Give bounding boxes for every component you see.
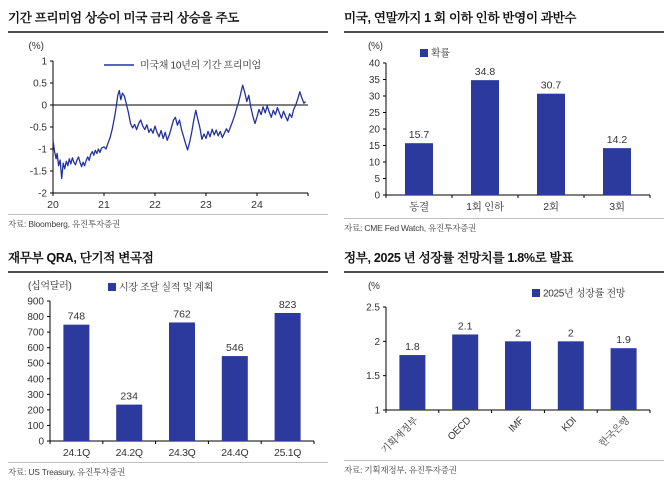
svg-text:0.5: 0.5 [33,78,47,90]
svg-text:2: 2 [567,327,574,340]
svg-text:34.8: 34.8 [474,66,496,79]
svg-text:24.3Q: 24.3Q [168,447,196,459]
svg-text:300: 300 [27,389,44,401]
svg-text:(%): (%) [28,41,44,52]
svg-text:15.7: 15.7 [408,129,430,142]
svg-text:기획재정부: 기획재정부 [379,415,421,457]
svg-text:24.4Q: 24.4Q [221,447,249,459]
svg-text:1: 1 [41,56,47,68]
svg-text:748: 748 [67,310,86,323]
svg-text:700: 700 [27,327,44,339]
svg-text:22: 22 [149,199,161,211]
source-note: 자료: Bloomberg, 유진투자증권 [8,214,328,230]
svg-text:23: 23 [200,199,212,211]
svg-text:25.1Q: 25.1Q [274,447,302,459]
svg-text:-0.5: -0.5 [29,122,47,134]
chart-title: 재무부 QRA, 단기적 변곡점 [8,246,328,273]
svg-text:-1: -1 [38,144,47,156]
svg-text:35: 35 [368,75,380,86]
svg-text:762: 762 [173,308,191,321]
svg-text:800: 800 [27,312,44,324]
svg-text:2: 2 [515,327,521,340]
svg-text:2.1: 2.1 [457,320,473,333]
chart-title: 기간 프리미엄 상승이 미국 금리 상승을 주도 [8,6,328,33]
svg-text:3회: 3회 [609,201,625,213]
svg-text:-2: -2 [38,188,47,200]
svg-text:시장 조달 실적 및 계획: 시장 조달 실적 및 계획 [119,282,214,294]
svg-text:(%): (%) [368,41,383,52]
growth-forecast-bar-chart [344,275,664,459]
svg-text:600: 600 [27,343,44,355]
svg-text:0: 0 [38,436,44,448]
rate-cut-probability-bar-chart [344,35,664,217]
svg-text:-1.5: -1.5 [29,166,47,178]
svg-text:24: 24 [251,199,263,211]
svg-text:동결: 동결 [409,201,429,213]
svg-text:2: 2 [374,336,380,348]
svg-text:확률: 확률 [431,48,450,60]
svg-text:KDI: KDI [559,415,579,435]
svg-text:(%: (% [368,281,380,292]
svg-text:(십억달러): (십억달러) [28,281,72,292]
svg-text:30.7: 30.7 [540,79,562,92]
svg-text:823: 823 [278,298,297,311]
svg-text:1: 1 [374,405,380,417]
svg-text:15: 15 [368,141,380,152]
svg-text:25: 25 [368,108,380,119]
panel-rate-cut-probability [344,6,664,234]
svg-text:24.1Q: 24.1Q [62,447,90,459]
qra-funding-bar-chart [8,275,328,461]
svg-text:2회: 2회 [543,201,559,213]
svg-text:21: 21 [98,199,110,211]
svg-text:1.5: 1.5 [366,371,380,383]
svg-text:20: 20 [47,199,59,211]
svg-text:0: 0 [374,190,380,202]
svg-text:1회 인하: 1회 인하 [466,201,504,213]
svg-text:5: 5 [374,174,380,185]
svg-text:14.2: 14.2 [606,134,628,147]
panel-growth-forecast [344,246,664,476]
svg-text:미국채 10년의 기간 프리미엄: 미국채 10년의 기간 프리미엄 [140,60,261,72]
svg-text:2.5: 2.5 [366,302,380,314]
svg-text:400: 400 [27,374,44,386]
panel-treasury-qra [8,246,328,478]
svg-text:1.8: 1.8 [405,341,420,354]
svg-text:900: 900 [27,296,44,308]
svg-text:0: 0 [41,100,47,112]
term-premium-line-chart [8,35,328,213]
svg-text:200: 200 [27,405,44,417]
svg-text:한국은행: 한국은행 [597,415,632,450]
svg-text:IMF: IMF [506,415,527,435]
svg-text:2025년 성장률 전망: 2025년 성장률 전망 [543,288,626,300]
svg-text:546: 546 [226,342,244,355]
svg-text:30: 30 [368,91,380,103]
svg-text:500: 500 [27,358,44,370]
svg-text:24.2Q: 24.2Q [115,447,143,459]
panel-term-premium [8,6,328,230]
chart-title: 미국, 연말까지 1 회 이하 인하 반영이 과반수 [344,6,664,33]
source-note: 자료: US Treasury, 유진투자증권 [8,462,328,478]
svg-text:1.9: 1.9 [616,334,631,347]
svg-text:10: 10 [368,157,380,169]
svg-text:40: 40 [368,58,380,70]
chart-title: 정부, 2025 년 성장률 전망치를 1.8%로 발표 [344,246,664,273]
svg-text:100: 100 [27,420,44,432]
source-note: 자료: CME Fed Watch, 유진투자증권 [344,218,664,234]
svg-text:20: 20 [368,124,380,136]
svg-text:234: 234 [120,390,138,403]
svg-text:OECD: OECD [445,415,474,443]
source-note: 자료: 기획재정부, 유진투자증권 [344,460,664,476]
